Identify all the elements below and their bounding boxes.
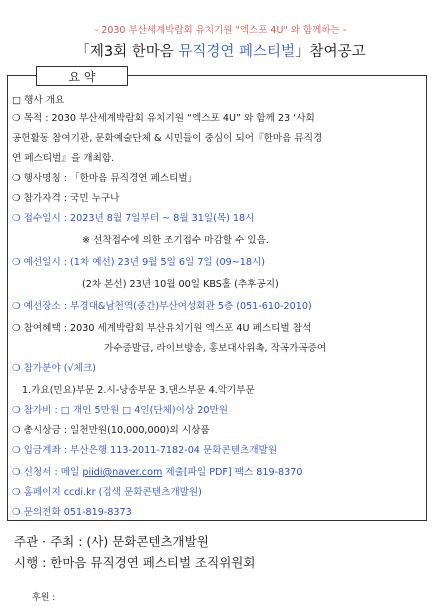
- reception-note: ※ 선착접수에 의한 조기접수 마감할 수 있음.: [82, 235, 269, 246]
- summary-tab: 요 약: [36, 66, 128, 86]
- participation-fee: ❍ 참가비 : □ 개인 5만원 □ 4인(단체)이상 20만원: [12, 405, 229, 416]
- application-tail: 제출[파일 PDF] 팩스 819-8370: [162, 467, 303, 478]
- total-prize: ❍ 총시상금 : 일천만원(10,000,000)외 시상품: [12, 425, 210, 436]
- category-list: 1.가요(민요)부문 2.시-낭송부문 3.댄스부문 4.악기부문: [22, 385, 255, 396]
- title-suffix: 」참여공고: [295, 44, 366, 60]
- overview-heading: □ 행사 개요: [12, 95, 65, 106]
- organizing-committee: 시행 : 한마음 뮤직경연 페스티벌 조직위원회: [14, 555, 256, 570]
- page-title: [0, 40, 441, 61]
- deposit-account: ❍ 입금계좌 : 부산은행 113-2011-7182-04 문화콘텐츠개발원: [12, 445, 278, 456]
- prelim-venue: ❍ 예선장소 : 부경대&남천역(중간)부산여성회관 5층 (051-610-2010): [12, 301, 312, 312]
- category-heading: ❍ 참가분야 (√체크): [12, 363, 96, 374]
- purpose-line-2: 공헌활동 참여기관, 문화예술단체 & 시민들이 중심이 되어『한마음 뮤직경: [12, 133, 323, 144]
- application-email-link[interactable]: piidi@naver.com: [82, 467, 163, 478]
- benefit-line-1: ❍ 참여혜택 : 2030 세계박람회 부산유치기원 엑스포 4U 페스티벌 참석: [12, 323, 312, 334]
- reception-period: ❍ 접수일시 : 2023년 8월 7일부터 ~ 8월 31일(목) 18시: [12, 213, 255, 224]
- title-highlight: 뮤직경연 페스티벌: [178, 44, 296, 60]
- purpose-line-1: ❍ 목적 : 2030 부산세계박람회 유치기원 “엑스포 4U” 와 함께 23 ‘사회: [12, 113, 315, 124]
- homepage-link[interactable]: ❍ 홈페이지 ccdi.kr (검색 문화콘텐츠개발원): [12, 487, 202, 498]
- sponsor-label: 후원 :: [32, 593, 56, 603]
- prelim-schedule-2: (2차 본선) 23년 10월 00일 KBS홀 (추후공지): [82, 279, 279, 290]
- benefit-line-2: 가수증발급, 라이브방송, 홍보대사위촉, 작곡가곡증여: [104, 343, 327, 354]
- application-label: ❍ 신청서 : 메일: [12, 467, 83, 478]
- eligibility: ❍ 참가자격 : 국민 누구나: [12, 193, 120, 204]
- event-name: ❍ 행사명칭 : 「한마음 뮤직경연 페스티벌」: [12, 173, 198, 184]
- event-subtitle: - 2030 부산세계박람회 유치기원 "엑스포 4U" 와 함께하는 -: [94, 25, 347, 36]
- purpose-line-3: 연 페스티벌』을 개최함.: [12, 153, 115, 164]
- prelim-schedule-1: ❍ 예선일시 : (1차 예선) 23년 9월 5일 6일 7일 (09~18시): [12, 257, 265, 268]
- title-prefix: 「제3회 한마음: [75, 44, 179, 60]
- inquiry-phone: ❍ 문의전화 051-819-8373: [12, 507, 132, 518]
- host-organization: 주관 · 주최 : (사) 문화콘텐츠개발원: [14, 534, 209, 549]
- application-info: [12, 467, 302, 479]
